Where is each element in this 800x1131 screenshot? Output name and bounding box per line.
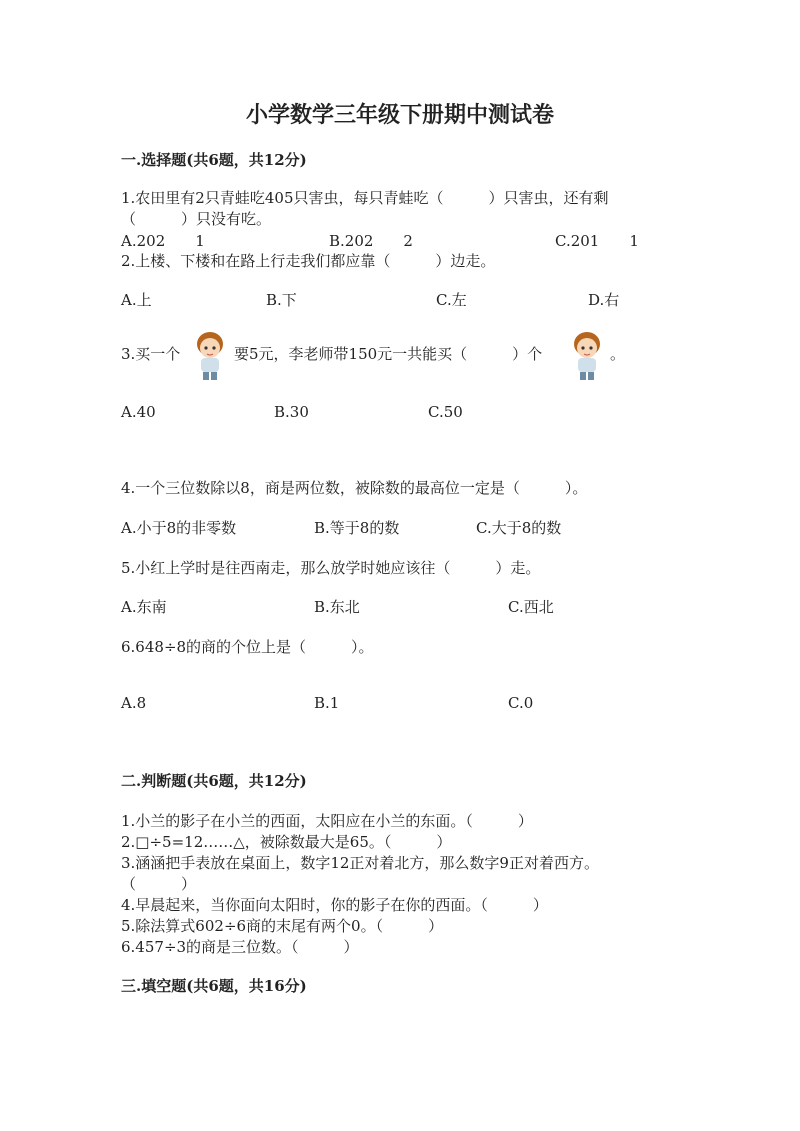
q4-option-b: B.等于8的数 xyxy=(314,519,400,537)
judge-item-4: 4.早晨起来，当你面向太阳时，你的影子在你的西面。（ ） xyxy=(121,896,548,914)
judge-item-6: 6.457÷3的商是三位数。（ ） xyxy=(121,938,359,956)
q2-option-b: B.下 xyxy=(266,291,297,309)
q1-text-line2: （ ）只没有吃。 xyxy=(121,210,272,228)
boy-icon xyxy=(570,329,604,381)
section-choice-title: 一.选择题(共6题，共12分) xyxy=(121,151,307,169)
boy-icon xyxy=(193,329,227,381)
q1-option-a: A.202 1 xyxy=(121,232,205,250)
q5-option-c: C.西北 xyxy=(508,598,554,616)
q3-text-end: 。 xyxy=(610,345,626,363)
q1-text-line1: 1.农田里有2只青蛙吃405只害虫，每只青蛙吃（ ）只害虫，还有剩 xyxy=(121,189,609,207)
q3-option-b: B.30 xyxy=(274,403,309,421)
page-title: 小学数学三年级下册期中测试卷 xyxy=(245,102,554,128)
q2-option-a: A.上 xyxy=(121,291,152,309)
q1-option-b: B.202 2 xyxy=(329,232,413,250)
judge-item-1: 1.小兰的影子在小兰的西面，太阳应在小兰的东面。（ ） xyxy=(121,812,533,830)
section-fill-title: 三.填空题(共6题，共16分) xyxy=(121,977,307,995)
judge-item-3-line2: （ ） xyxy=(121,875,197,893)
q6-text: 6.648÷8的商的个位上是（ ）。 xyxy=(121,638,374,656)
judge-item-2: 2.□÷5=12……△，被除数最大是65。（ ） xyxy=(121,833,452,851)
q6-option-b: B.1 xyxy=(314,694,340,712)
q3-text-pre: 3.买一个 xyxy=(121,345,181,363)
q2-option-c: C.左 xyxy=(436,291,467,309)
q2-option-d: D.右 xyxy=(588,291,620,309)
q4-option-c: C.大于8的数 xyxy=(476,519,562,537)
q4-option-a: A.小于8的非零数 xyxy=(121,519,237,537)
q5-option-b: B.东北 xyxy=(314,598,360,616)
section-judge-title: 二.判断题(共6题，共12分) xyxy=(121,772,307,790)
q3-option-c: C.50 xyxy=(428,403,463,421)
q2-text: 2.上楼、下楼和在路上行走我们都应靠（ ）边走。 xyxy=(121,252,496,270)
judge-item-5: 5.除法算式602÷6商的末尾有两个0。（ ） xyxy=(121,917,444,935)
q5-text: 5.小红上学时是往西南走，那么放学时她应该往（ ）走。 xyxy=(121,559,541,577)
q6-option-a: A.8 xyxy=(121,694,147,712)
q3-option-a: A.40 xyxy=(121,403,156,421)
q4-text: 4.一个三位数除以8，商是两位数，被除数的最高位一定是（ ）。 xyxy=(121,479,588,497)
q5-option-a: A.东南 xyxy=(121,598,167,616)
q3-text-mid: 要5元，李老师带150元一共能买（ ）个 xyxy=(234,345,543,363)
q1-option-c: C.201 1 xyxy=(555,232,639,250)
q6-option-c: C.0 xyxy=(508,694,534,712)
judge-item-3-line1: 3.涵涵把手表放在桌面上，数字12正对着北方，那么数字9正对着西方。 xyxy=(121,854,599,872)
